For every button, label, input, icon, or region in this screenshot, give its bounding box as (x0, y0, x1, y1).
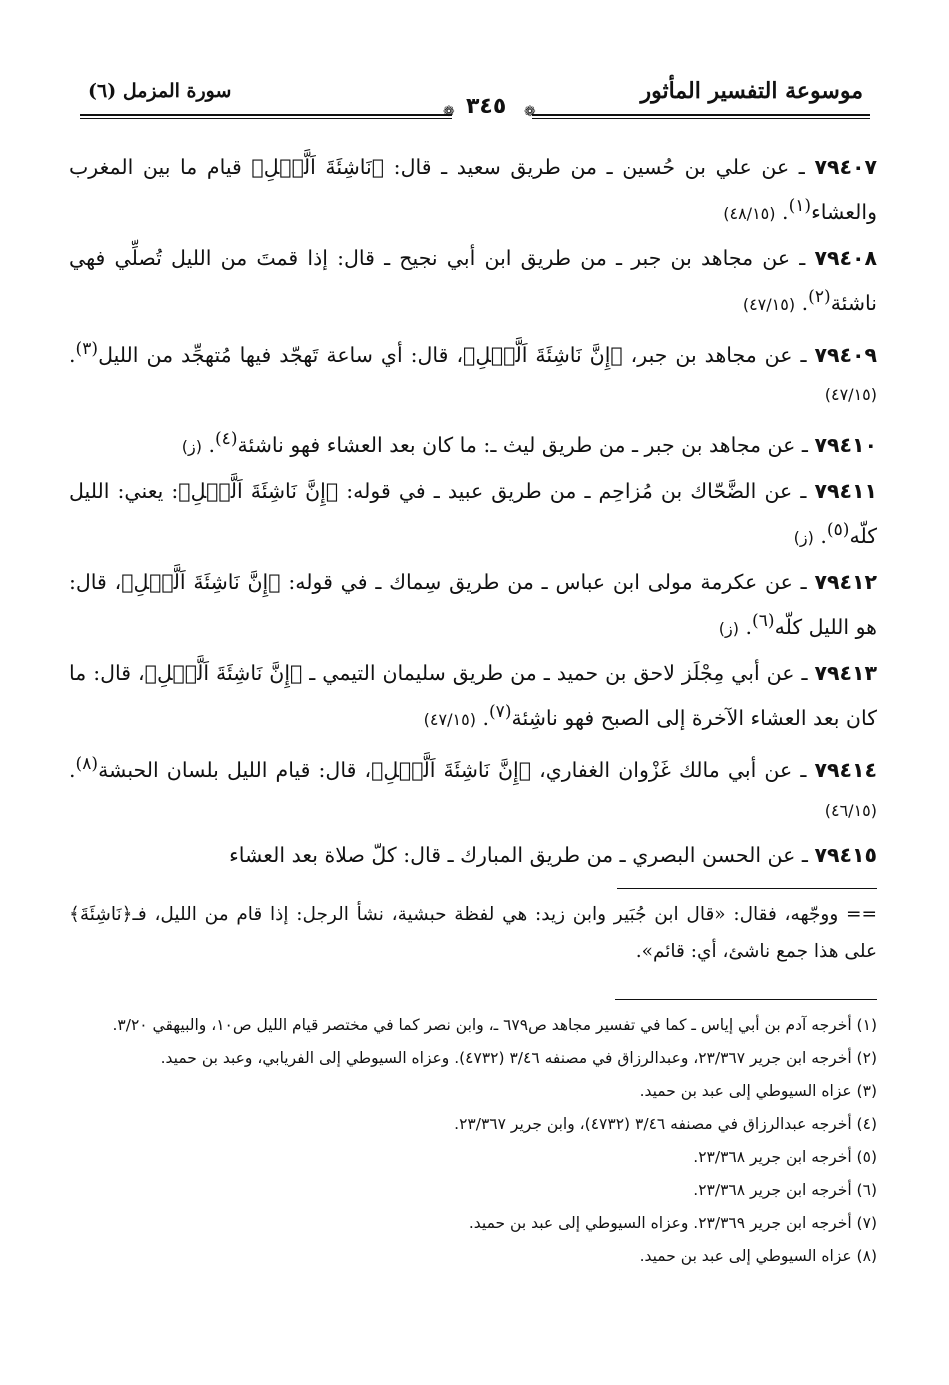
footnote: (٥) أخرجه ابن جرير ٢٣/٣٦٨. (693, 1148, 877, 1166)
entry-text: ـ عن علي بن حُسين ـ من طريق سعيد ـ قال: ﴿نَاشِئَةَ اَلَّيۡلِ﴾ قيام ما بين المغرب والعشاء (69, 155, 877, 224)
header-rule-left (80, 114, 452, 116)
footnote: (٤) أخرجه عبدالرزاق في مصنفه ٣/٤٦ (٤٧٣٢)، وابن جرير ٢٣/٣٦٧. (454, 1115, 877, 1133)
entry-number: ٧٩٤٠٧ (814, 155, 877, 179)
entry-number: ٧٩٤١٣ (814, 660, 877, 685)
entry-reference: (ز) (181, 437, 202, 457)
footnote: (٨) عزاه السيوطي إلى عبد بن حميد. (639, 1247, 877, 1265)
entry-item (69, 148, 877, 233)
ornament-left-icon: ❁ (443, 104, 455, 120)
entry-item (69, 745, 877, 830)
entry-item (69, 420, 877, 466)
entry-number: ٧٩٤١٠ (814, 433, 877, 458)
footnote-marker: (٤) (215, 429, 238, 450)
entry-tail: . (820, 524, 827, 549)
footnote: (٣) عزاه السيوطي إلى عبد بن حميد. (639, 1082, 877, 1100)
footnote-marker: (٧) (489, 701, 512, 722)
running-header-surah: سورة المزمل (٦) (88, 80, 232, 102)
footnote-marker: (٦) (752, 611, 775, 632)
entry-tail: . (782, 199, 789, 224)
entry-text: ـ عن مجاهد بن جبر، ﴿إِنَّ نَاشِئَةَ اَلَّيۡلِ﴾، قال: أي ساعة تَهجّد فيها مُتهجِّد من الليل (98, 342, 815, 367)
entry-item (69, 472, 877, 557)
entry-text: ـ عن مجاهد بن جبر ـ من طريق ابن أبي نجيح ـ قال: إذا قمتَ من الليل تُصلِّي فهي ناشئة (69, 245, 877, 315)
entry-reference: (٤٧/١٥) (742, 294, 796, 314)
entry-text: ـ عن الحسن البصري ـ من طريق المبارك ـ قال: كلّ صلاة بعد العشاء (229, 842, 815, 867)
header-rule-right-thin (532, 118, 870, 119)
entry-item (69, 654, 877, 739)
entry-tail: . (801, 290, 809, 315)
footnotes-list (69, 1010, 877, 1274)
entry-reference: (٤٧/١٥) (824, 385, 877, 405)
entry-number: ٧٩٤١٥ (814, 842, 877, 867)
entry-reference: (ز) (793, 528, 814, 548)
entry-tail: . (69, 757, 76, 782)
footnote: (٧) أخرجه ابن جرير ٢٣/٣٦٩. وعزاه السيوطي إلى عبد بن حميد. (468, 1214, 877, 1232)
header-rule-right (532, 114, 870, 116)
ornament-right-icon: ❁ (524, 104, 536, 120)
entry-item (69, 239, 877, 324)
entry-tail: . (69, 342, 76, 367)
entry-text: ـ عن أبي مالك غَزْوان الغفاري، ﴿إِنَّ نَاشِئَةَ اَلَّيۡلِ﴾، قال: قيام الليل بلسان الحبشة (98, 757, 815, 782)
entry-reference: (٤٨/١٥) (723, 203, 776, 223)
entry-reference: (٤٦/١٥) (824, 800, 877, 820)
entry-text: ـ عن أبي مِجْلَز لاحق بن حميد ـ من طريق سليمان التيمي ـ ﴿إِنَّ نَاشِئَةَ اَلَّيۡلِ﴾، قال: ما كان بعد العشاء الآخرة إلى الصبح فهو ناشِئة (69, 660, 877, 730)
footnotes-separator (615, 999, 877, 1000)
entry-item (69, 836, 877, 875)
footnote: (٦) أخرجه ابن جرير ٢٣/٣٦٨. (693, 1181, 877, 1199)
entry-tail: . (745, 614, 753, 639)
entries-list (69, 148, 877, 881)
entry-item (69, 330, 877, 415)
entry-number: ٧٩٤١٢ (814, 570, 877, 595)
footnote-marker: (٨) (75, 753, 99, 774)
entry-text: ـ عن عكرمة مولى ابن عباس ـ من طريق سِماك ـ في قوله: ﴿إِنَّ نَاشِئَةَ اَلَّيۡلِ﴾، قال: هو الليل كلّه (69, 570, 877, 639)
entry-number: ٧٩٤٠٨ (814, 245, 877, 270)
entry-text: ـ عن مجاهد بن جبر ـ من طريق ليث ـ: ما كان بعد العشاء فهو ناشئة (237, 433, 815, 458)
page-number: ٣٤٥ (466, 94, 507, 119)
footnote-marker: (١) (788, 196, 812, 216)
entry-tail: . (208, 433, 215, 458)
entry-reference: (٤٧/١٥) (423, 709, 476, 729)
running-header-book-title: موسوعة التفسير المأثور (640, 78, 863, 104)
entry-number: ٧٩٤٠٩ (814, 342, 877, 367)
footnote: (١) أخرجه آدم بن أبي إياس ـ كما في تفسير مجاهد ص٦٧٩ ـ، وابن نصر كما في مختصر قيام الليل ص١٠، والبيهقي ٣/٢٠. (112, 1016, 877, 1034)
entry-text: ـ عن الضَّحّاك بن مُزاحِم ـ من طريق عبيد ـ في قوله: ﴿إِنَّ نَاشِئَةَ اَلَّيۡلِ﴾: يعني: الليل كلّه (69, 479, 877, 549)
footnote-marker: (٢) (808, 286, 831, 307)
continued-note: == ووجّهه، فقال: «قال ابن جُبَير وابن زيد: هي لفظة حبشية، نشأ الرجل: إذا قام من الليل، فـ﴿نَاشِئَةَ﴾ على هذا جمع ناشئ، أي: قائم». (69, 904, 877, 962)
entry-tail: . (482, 705, 489, 730)
footnote-marker: (٣) (75, 338, 99, 359)
footnote-marker: (٥) (826, 520, 850, 541)
continuation-separator (617, 888, 877, 889)
footnote: (٢) أخرجه ابن جرير ٢٣/٣٦٧، وعبدالرزاق في مصنفه ٣/٤٦ (٤٧٣٢). وعزاه السيوطي إلى الفريابي، وعبد بن حميد. (160, 1049, 877, 1067)
entry-item (69, 563, 877, 648)
header-rule-left-thin (80, 118, 452, 119)
entry-number: ٧٩٤١١ (814, 479, 877, 504)
entry-number: ٧٩٤١٤ (814, 757, 877, 782)
entry-reference: (ز) (718, 618, 739, 638)
